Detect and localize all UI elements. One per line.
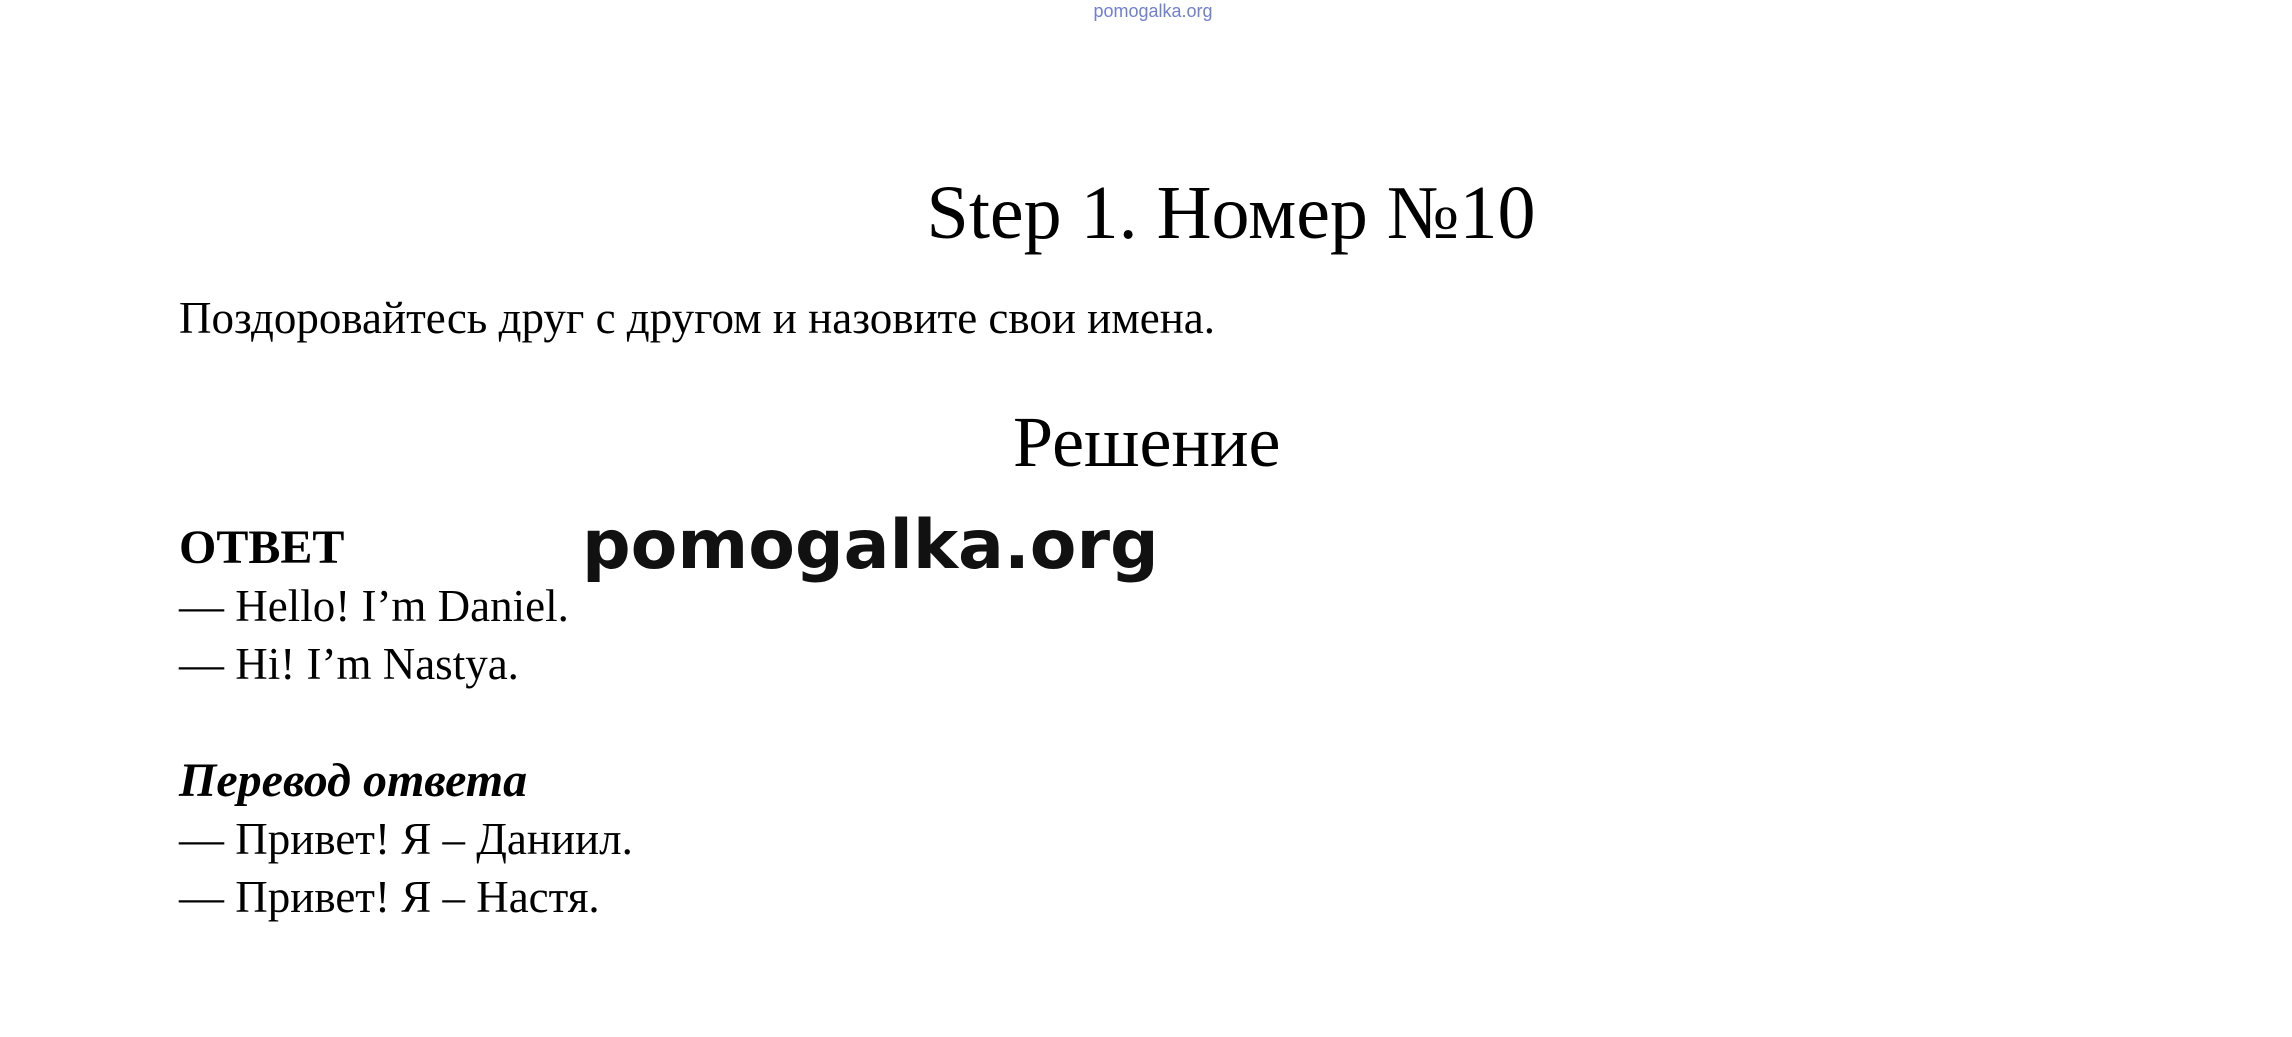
- answer-label: ОТВЕТ: [179, 521, 345, 574]
- page-title-text: Step 1. Номер №10: [926, 171, 1536, 255]
- task-text: Поздоровайтесь друг с другом и назовите свои имена.: [179, 293, 1216, 343]
- translation-line: — Привет! Я – Настя.: [179, 872, 600, 922]
- watermark: pomogalka.org: [582, 506, 1159, 585]
- translation-line: — Привет! Я – Даниил.: [179, 814, 633, 864]
- site-link[interactable]: pomogalka.org: [1093, 1, 1213, 21]
- answer-line: — Hello! I’m Daniel.: [179, 581, 569, 631]
- answer-line: — Hi! I’m Nastya.: [179, 639, 519, 689]
- page-title: [0, 168, 2292, 258]
- solution-heading: Решение: [1013, 402, 1281, 482]
- translation-label: Перевод ответа: [179, 754, 528, 807]
